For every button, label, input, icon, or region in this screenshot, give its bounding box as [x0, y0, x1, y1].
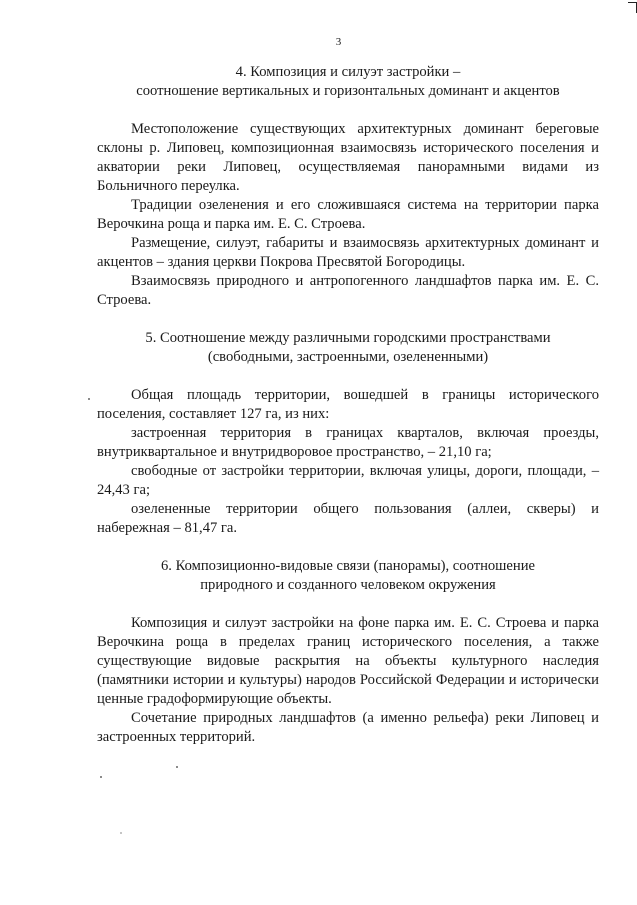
section-heading-6 [97, 557, 599, 595]
document-body [97, 63, 599, 747]
scan-speck [176, 766, 178, 768]
heading-line: 5. Соотношение между различными городскими пространствами [145, 330, 551, 346]
paragraph: озелененные территории общего пользования (аллеи, скверы) и набережная – 81,47 га. [97, 501, 599, 536]
paragraph: Сочетание природных ландшафтов (а именно рельефа) реки Липовец и застроенных территорий. [97, 710, 599, 745]
paragraph: Общая площадь территории, вошедшей в границы исторического поселения, составляет 127 га, из них: [97, 387, 599, 422]
section-heading-5 [97, 329, 599, 367]
heading-line: 4. Композиция и силуэт застройки – [235, 64, 461, 80]
heading-line: (свободными, застроенными, озелененными) [207, 349, 489, 365]
corner-mark [628, 2, 637, 13]
paragraph: Традиции озеленения и его сложившаяся система на территории парка Верочкина роща и парка им. Е. С. Строева. [97, 197, 599, 232]
section-heading-4 [97, 63, 599, 101]
heading-line: соотношение вертикальных и горизонтальных доминант и акцентов [136, 83, 560, 99]
scan-speck [120, 832, 122, 834]
paragraph: Местоположение существующих архитектурных доминант береговые склоны р. Липовец, композиционная взаимосвязь исторического поселения и акватории реки Липовец, осуществляемая панорамными видами из Больничного переулка. [97, 121, 599, 194]
paragraph: Композиция и силуэт застройки на фоне парка им. Е. С. Строева и парка Верочкина роща в пределах границ исторического поселения, а также существующие видовые раскрытия на объекты культурного наследия (памятники истории и культуры) народов Российской Федерации и исторически ценные градоформирующие объекты. [97, 615, 599, 707]
paragraph: застроенная территория в границах кварталов, включая проезды, внутриквартальное и внутридворовое пространство, – 21,10 га; [97, 425, 599, 460]
paragraph: Взаимосвязь природного и антропогенного ландшафтов парка им. Е. С. Строева. [97, 273, 599, 308]
scan-speck [100, 776, 102, 778]
heading-line: природного и созданного человеком окружения [200, 577, 496, 593]
scan-speck [88, 398, 90, 400]
paragraph: Размещение, силуэт, габариты и взаимосвязь архитектурных доминант и акцентов – здания церкви Покрова Пресвятой Богородицы. [97, 235, 599, 270]
page-number: 3 [335, 36, 342, 48]
heading-line: 6. Композиционно-видовые связи (панорамы), соотношение [161, 558, 535, 574]
paragraph: свободные от застройки территории, включая улицы, дороги, площади, – 24,43 га; [97, 463, 599, 498]
